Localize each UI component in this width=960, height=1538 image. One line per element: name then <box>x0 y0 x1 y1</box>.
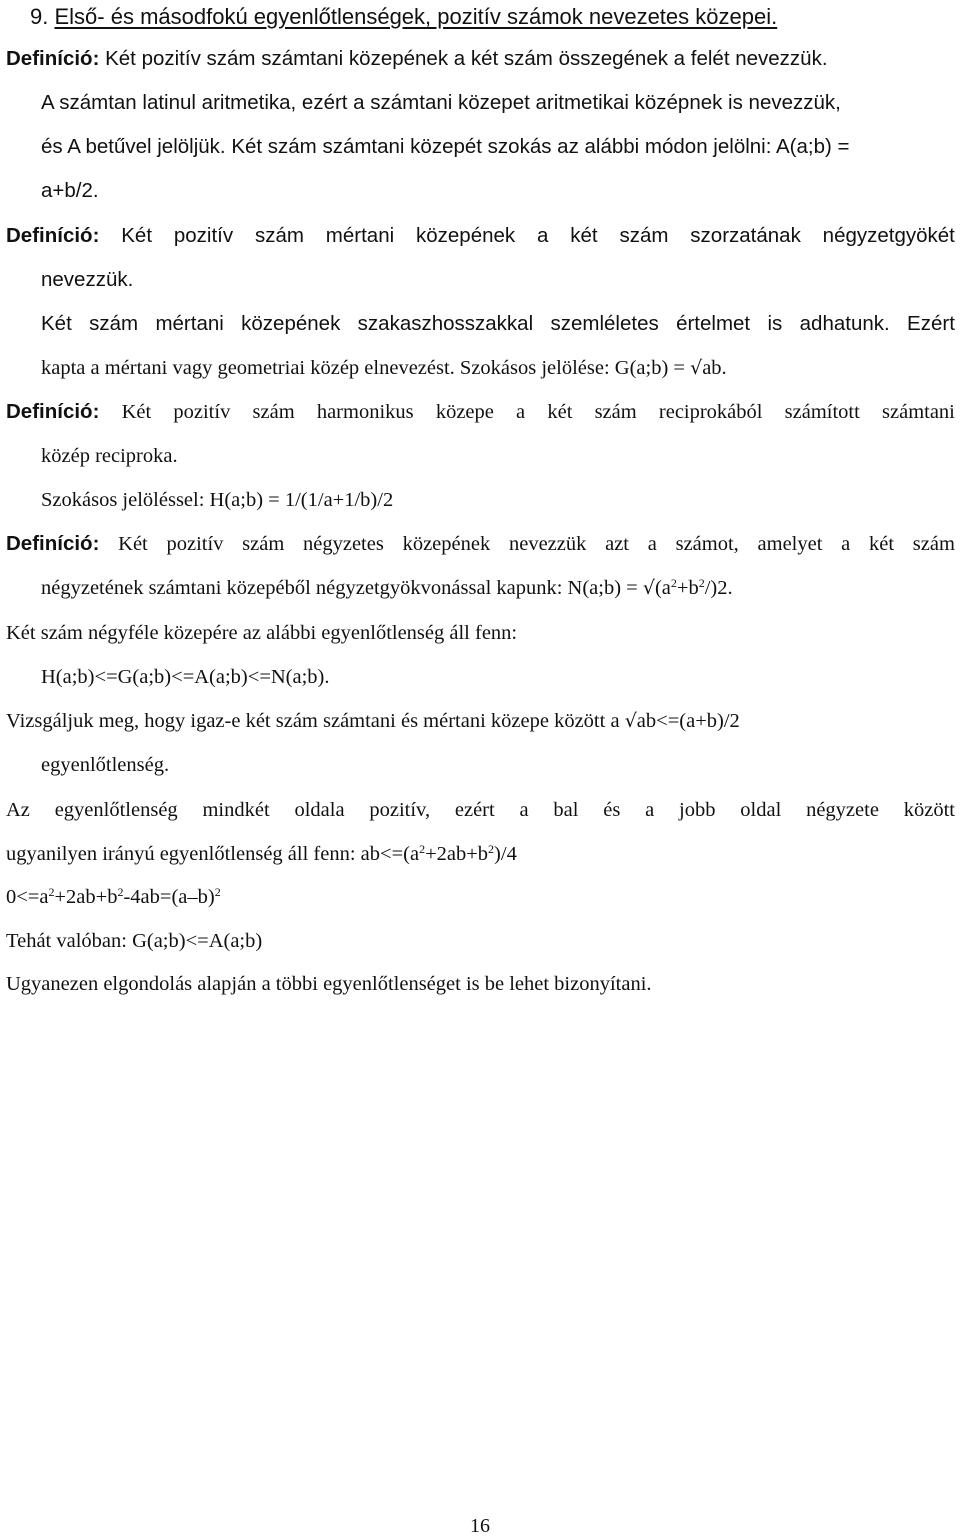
word: Két <box>121 224 153 247</box>
word: Két <box>118 533 148 555</box>
word: oldal <box>740 799 782 821</box>
exponent: 2 <box>698 576 705 590</box>
word: is <box>767 312 783 335</box>
word: azt <box>605 533 630 555</box>
line-text: kapta a mértani vagy geometriai közép elnevezést. Szokásos jelölése: G(a;b) = <box>41 357 685 379</box>
math-text: /)2. <box>704 577 733 599</box>
section-title: Első- és másodfokú egyenlőtlenségek, pozitív számok nevezetes közepei. <box>54 4 778 29</box>
math-text: -4ab=(a–b) <box>123 886 215 908</box>
word: közepének <box>416 224 516 247</box>
definition-3-line-3: Szokásos jelöléssel: H(a;b) = 1/(1/a+1/b)/2 <box>41 489 394 511</box>
word: négyzetes <box>303 533 384 555</box>
definition-label: Definíció: <box>6 400 100 423</box>
definition-label: Definíció: <box>6 224 100 247</box>
definition-label: Definíció: <box>6 47 100 70</box>
line-text: Vizsgáljuk meg, hogy igaz-e két szám számtani és mértani közepe között a <box>6 710 620 732</box>
word: adhatunk. <box>799 312 890 335</box>
proof-line-3 <box>6 884 221 910</box>
math-text: +2ab+b <box>54 886 118 908</box>
word: pozitív <box>166 533 224 555</box>
definition-3-line-1 <box>6 399 955 425</box>
word: szemléletes <box>550 312 659 335</box>
word: szám <box>254 224 304 247</box>
word: szám <box>89 312 139 335</box>
word: négyzetgyökét <box>822 224 955 247</box>
word: a <box>841 533 851 555</box>
word: mértani <box>325 224 395 247</box>
word: nevezzük <box>508 533 587 555</box>
word: szám <box>912 533 955 555</box>
word: reciprokából <box>658 401 763 423</box>
math-text: ab<=(a+b)/2 <box>636 710 740 732</box>
exponent: 2 <box>214 885 221 899</box>
definition-1-text: Két pozitív szám számtani közepének a két szám összegének a felét nevezzük. <box>105 47 828 70</box>
proof-conclusion: Tehát valóban: G(a;b)<=A(a;b) <box>6 930 263 952</box>
inequality-intro: Két szám négyféle közepére az alábbi egyenlőtlenség áll fenn: <box>6 622 518 644</box>
word: közepének <box>241 312 341 335</box>
proof-question-line-2: egyenlőtlenség. <box>41 754 170 776</box>
math-text: )/4 <box>494 843 517 865</box>
definition-2-line-4 <box>41 355 727 381</box>
definition-1-line-4: a+b/2. <box>41 179 99 202</box>
math-text: +2ab+b <box>425 843 489 865</box>
section-heading <box>30 4 777 30</box>
inequality-chain: H(a;b)<=G(a;b)<=A(a;b)<=N(a;b). <box>41 666 330 688</box>
exponent: 2 <box>419 842 426 856</box>
proof-line-1 <box>6 797 955 823</box>
proof-question-line-1 <box>6 708 740 734</box>
exponent: 2 <box>670 576 677 590</box>
word: Az <box>6 799 30 821</box>
word: a <box>647 533 657 555</box>
word: oldala <box>294 799 345 821</box>
math-text: ugyanilyen irányú egyenlőtlenség áll fenn: ab<=(a <box>6 843 420 865</box>
word: szám <box>252 401 295 423</box>
word: pozitív <box>173 224 234 247</box>
word: egyenlőtlenség <box>54 799 178 821</box>
word: harmonikus <box>316 401 414 423</box>
word: szorzatának <box>690 224 801 247</box>
word: Ezért <box>907 312 955 335</box>
exponent: 2 <box>117 885 124 899</box>
proof-closing-remark: Ugyanezen elgondolás alapján a többi egyenlőtlenséget is be lehet bizonyítani. <box>6 973 652 995</box>
word: mindkét <box>202 799 270 821</box>
line-text: négyzetének számtani közepéből négyzetgyökvonással kapunk: N(a;b) = <box>41 577 638 599</box>
word: két <box>869 533 895 555</box>
math-text: +b <box>676 577 699 599</box>
word: szám <box>594 401 637 423</box>
section-number: 9. <box>30 4 49 29</box>
word: a <box>645 799 655 821</box>
word: két <box>547 401 573 423</box>
word: a <box>519 799 529 821</box>
word: négyzete <box>806 799 879 821</box>
math-text: 0<=a <box>6 886 49 908</box>
math-text: (a <box>654 577 671 599</box>
square-root-symbol: √ <box>642 577 655 599</box>
square-root-symbol: √ <box>624 710 637 732</box>
word: mértani <box>155 312 224 335</box>
page-number: 16 <box>470 1515 490 1537</box>
square-root-symbol: √ <box>690 357 703 379</box>
exponent: 2 <box>488 842 495 856</box>
word: bal <box>553 799 579 821</box>
word: jobb <box>679 799 716 821</box>
definition-4-line-2 <box>41 575 733 601</box>
word: a <box>516 401 526 423</box>
word: két <box>570 224 598 247</box>
word: Két <box>121 401 152 423</box>
word: és <box>603 799 621 821</box>
definition-label: Definíció: <box>6 532 100 555</box>
word: ezért <box>454 799 495 821</box>
definition-1-line-2: A számtan latinul aritmetika, ezért a számtani közepet aritmetikai középnek is nevezzük, <box>41 91 841 114</box>
line-text: ab. <box>702 357 727 379</box>
definition-4-line-1 <box>6 531 955 557</box>
proof-line-2 <box>6 841 517 867</box>
word: között <box>903 799 955 821</box>
definition-1-line-3: és A betűvel jelöljük. Két szám számtani közepét szokás az alábbi módon jelölni: A(a;b) = <box>41 135 850 158</box>
word: számított <box>784 401 860 423</box>
word: szám <box>242 533 285 555</box>
word: Két <box>41 312 72 335</box>
word: közepének <box>402 533 491 555</box>
word: szakaszhosszakkal <box>357 312 534 335</box>
word: számot, <box>675 533 739 555</box>
definition-2-line-3 <box>41 311 955 337</box>
definition-2-line-1 <box>6 223 955 249</box>
word: közepe <box>435 401 494 423</box>
definition-3-line-2: közép reciproka. <box>41 445 178 467</box>
definition-1-line-1 <box>6 46 828 72</box>
word: értelmet <box>676 312 751 335</box>
word: pozitív <box>173 401 231 423</box>
word: számtani <box>882 401 955 423</box>
word: pozitív, <box>369 799 431 821</box>
definition-2-line-2: nevezzük. <box>41 268 134 291</box>
word: szám <box>619 224 669 247</box>
word: a <box>537 224 549 247</box>
exponent: 2 <box>48 885 55 899</box>
word: amelyet <box>757 533 823 555</box>
